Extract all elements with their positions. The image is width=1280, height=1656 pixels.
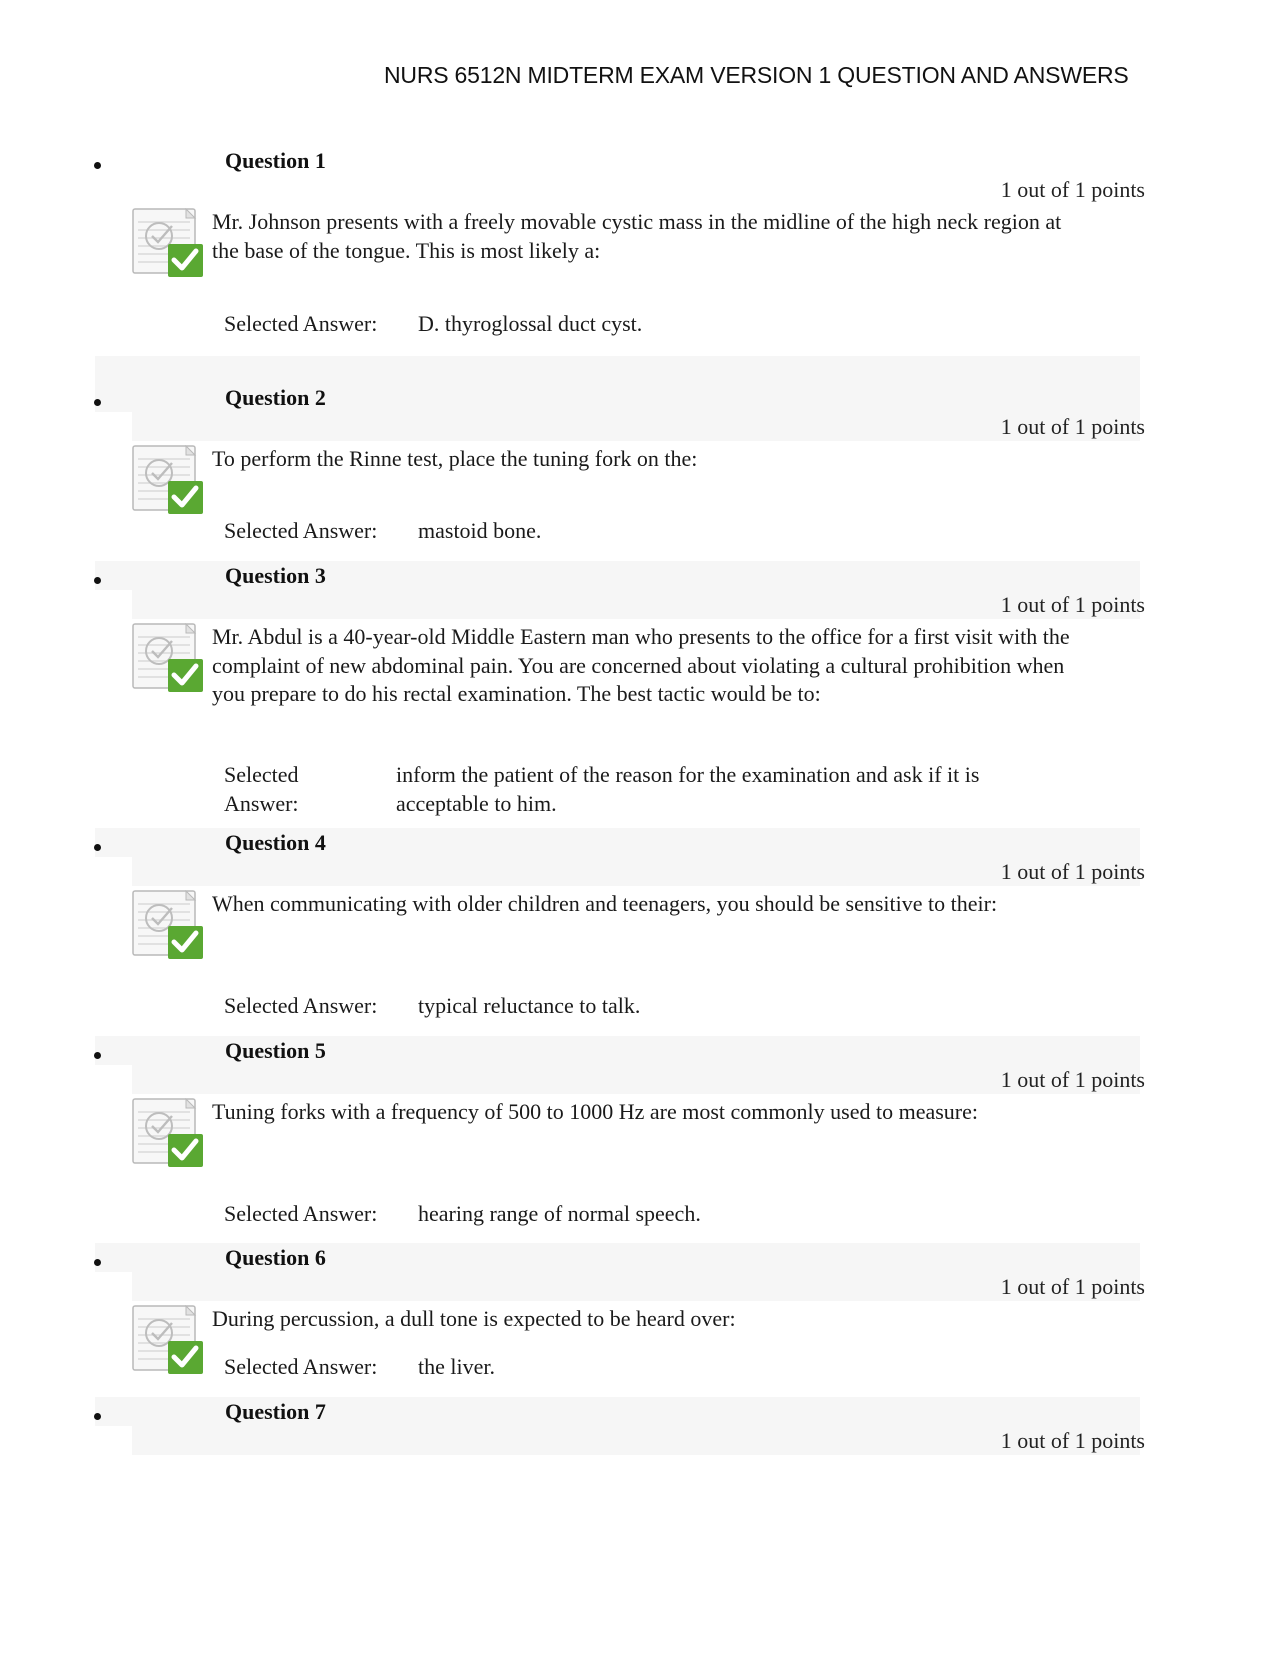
document-title: NURS 6512N MIDTERM EXAM VERSION 1 QUESTION AND ANSWERS [384, 62, 1129, 88]
selected-answer-label: Selected Answer: [224, 1354, 378, 1379]
selected-answer-value: the liver. [418, 1354, 495, 1379]
question-points: 1 out of 1 points [1000, 1274, 1145, 1299]
question-points: 1 out of 1 points [1000, 414, 1145, 439]
points-band [132, 1426, 1140, 1455]
question-text: Mr. Johnson presents with a freely movable cystic mass in the midline of the high neck region at the base of the tongue. This is most likely a: [212, 209, 1062, 263]
correct-answer-icon [132, 208, 204, 278]
question-points: 1 out of 1 points [1000, 859, 1145, 884]
question-points: 1 out of 1 points [1000, 592, 1145, 617]
question-title: Question 6 [225, 1245, 326, 1270]
selected-answer-value: hearing range of normal speech. [418, 1201, 701, 1226]
selected-answer-value: mastoid bone. [418, 518, 542, 543]
correct-answer-icon [132, 1305, 204, 1375]
bullet-icon [94, 844, 101, 851]
correct-answer-icon [132, 1098, 204, 1168]
correct-answer-icon [132, 445, 204, 515]
question-title: Question 7 [225, 1399, 326, 1424]
selected-answer-value: inform the patient of the reason for the examination and ask if it is acceptable to him. [396, 762, 980, 816]
selected-answer-label: Selected Answer: [224, 311, 378, 336]
correct-answer-icon [132, 623, 204, 693]
question-title: Question 5 [225, 1038, 326, 1063]
bullet-icon [94, 577, 101, 584]
selected-answer-label: Selected Answer: [224, 1201, 378, 1226]
selected-answer-label: Selected Answer: [224, 518, 378, 543]
question-points: 1 out of 1 points [1000, 1067, 1145, 1092]
bullet-icon [94, 1413, 101, 1420]
correct-answer-icon [132, 890, 204, 960]
bullet-icon [94, 399, 101, 406]
question-text: Mr. Abdul is a 40-year-old Middle Eastern man who presents to the office for a first visit with the complaint of new abdominal pain. You are concerned about violating a cultural prohibition when you prepare to do his rectal examination. The best tactic would be to: [212, 624, 1070, 706]
question-text: To perform the Rinne test, place the tuning fork on the: [212, 446, 698, 471]
bullet-icon [94, 1052, 101, 1059]
question-text: During percussion, a dull tone is expected to be heard over: [212, 1306, 736, 1331]
selected-answer-label: Selected Answer: [224, 993, 378, 1018]
bullet-icon [94, 162, 101, 169]
question-title: Question 3 [225, 563, 326, 588]
bullet-icon [94, 1259, 101, 1266]
question-points: 1 out of 1 points [1000, 177, 1145, 202]
points-band [132, 590, 1140, 619]
question-text: Tuning forks with a frequency of 500 to 1000 Hz are most commonly used to measure: [212, 1099, 978, 1124]
points-band [132, 412, 1140, 441]
question-title: Question 4 [225, 830, 326, 855]
points-band [132, 1272, 1140, 1301]
question-title: Question 1 [225, 148, 326, 173]
question-title: Question 2 [225, 385, 326, 410]
selected-answer-label: Selected Answer: [224, 762, 299, 816]
points-band [132, 857, 1140, 886]
question-points: 1 out of 1 points [1000, 1428, 1145, 1453]
selected-answer-value: typical reluctance to talk. [418, 993, 641, 1018]
points-band [132, 1065, 1140, 1094]
selected-answer-value: D. thyroglossal duct cyst. [418, 311, 643, 336]
question-text: When communicating with older children and teenagers, you should be sensitive to their: [212, 891, 998, 916]
